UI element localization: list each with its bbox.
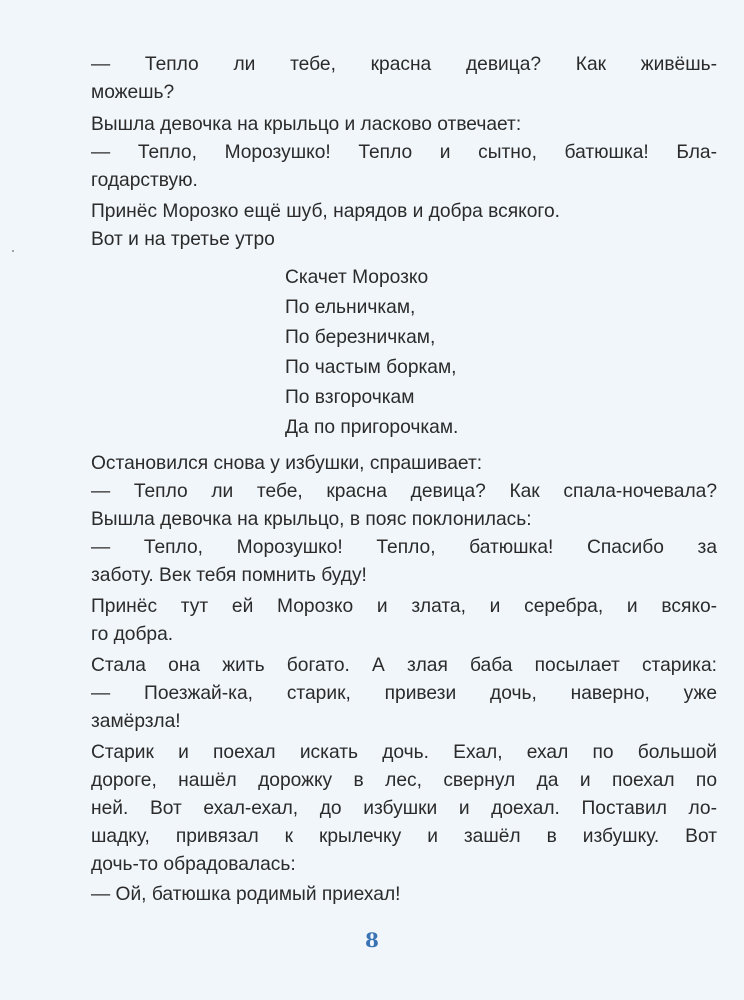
paragraph (91, 478, 717, 506)
verse-line: Скачет Морозко (285, 267, 429, 288)
verse-line: Да по пригорочкам. (285, 417, 459, 438)
paragraph (91, 111, 717, 139)
text-line: замёрзла! (91, 711, 181, 732)
paragraph (91, 139, 717, 195)
text-line: — Тепло, Морозушко! Тепло, батюшка! Спасибо за (91, 537, 717, 558)
paragraph (91, 593, 717, 649)
text-line: годарствую. (91, 170, 198, 191)
verse-block (285, 263, 458, 443)
print-speck (12, 250, 14, 252)
paragraph (91, 51, 717, 107)
text-line: Старик и поехал искать дочь. Ехал, ехал по большой (91, 742, 717, 763)
text-line: ней. Вот ехал-ехал, до избушки и доехал. Поставил ло- (91, 798, 717, 819)
page-number: 8 (365, 928, 379, 952)
paragraph (91, 881, 717, 909)
verse-line: По березничкам, (285, 327, 436, 348)
text-line: Вот и на третье утро (91, 229, 275, 250)
text-line: можешь? (91, 82, 175, 103)
text-line: Вышла девочка на крыльцо, в пояс поклонилась: (91, 509, 532, 530)
paragraph (91, 680, 717, 736)
verse-line: По частым боркам, (285, 357, 457, 378)
text-line: го добра. (91, 624, 174, 645)
verse-line: По ельничкам, (285, 297, 416, 318)
text-line: Остановился снова у избушки, спрашивает: (91, 453, 483, 474)
text-line: шадку, привязал к крылечку и зашёл в избушку. Вот (91, 826, 717, 847)
text-line: Стала она жить богато. А злая баба посылает старика: (91, 655, 717, 676)
paragraph (91, 534, 717, 590)
paragraph (91, 652, 717, 680)
text-line: — Тепло ли тебе, красна девица? Как живёшь- (91, 54, 717, 75)
text-line: — Ой, батюшка родимый приехал! (91, 884, 401, 905)
text-line: дочь-то обрадовалась: (91, 854, 296, 875)
paragraph (91, 506, 717, 534)
text-line: Принёс тут ей Морозко и злата, и серебра, и всяко- (91, 596, 717, 617)
text-line: — Поезжай-ка, старик, привези дочь, наверно, уже (91, 683, 717, 704)
text-line: — Тепло ли тебе, красна девица? Как спала-ночевала? (91, 481, 717, 502)
paragraph (91, 450, 717, 478)
text-line: дороге, нашёл дорожку в лес, свернул да и поехал по (91, 770, 717, 791)
text-line: Вышла девочка на крыльцо и ласково отвечает: (91, 114, 522, 135)
paragraph (91, 198, 717, 254)
text-line: заботу. Век тебя помнить буду! (91, 565, 367, 586)
text-line: — Тепло, Морозушко! Тепло и сытно, батюшка! Бла- (91, 142, 717, 163)
verse-line: По взгорочкам (285, 387, 415, 408)
text-line: Принёс Морозко ещё шуб, нарядов и добра всякого. (91, 201, 560, 222)
paragraph (91, 739, 717, 879)
